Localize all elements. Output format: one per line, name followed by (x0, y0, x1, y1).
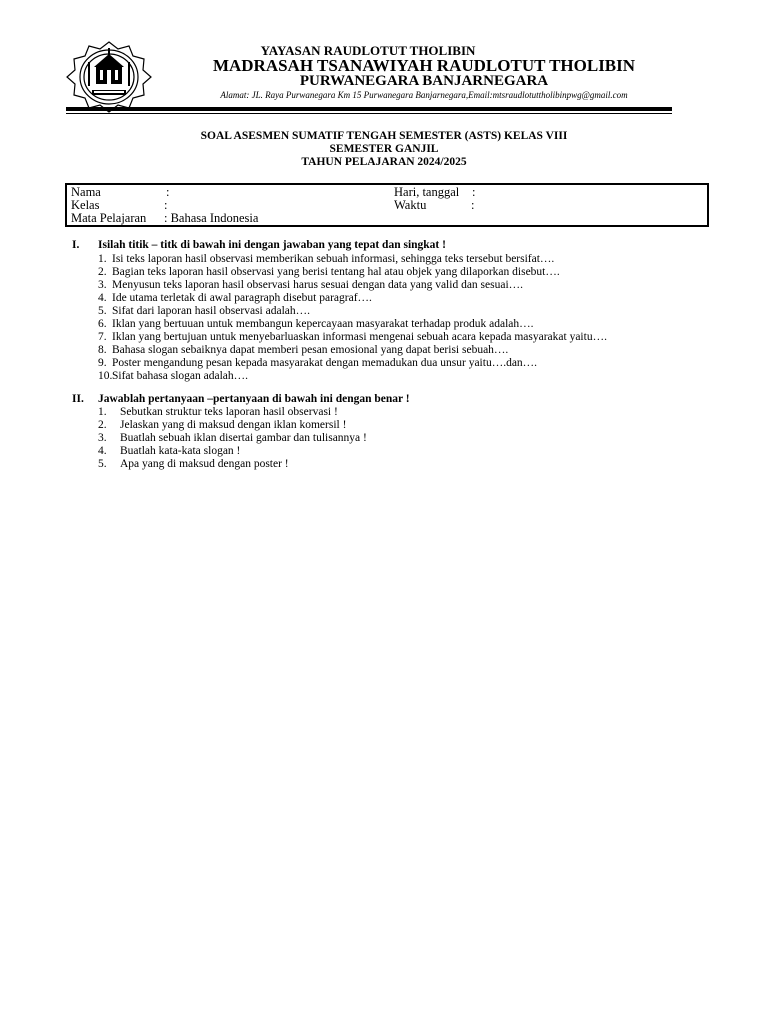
question-text: Apa yang di maksud dengan poster ! (120, 458, 289, 470)
question-text: Iklan yang bertuuan untuk membangun kepercayaan masyarakat terhadap produk adalah…. (112, 318, 534, 330)
question-text: Buatlah sebuah iklan disertai gambar dan tulisannya ! (120, 432, 367, 444)
question-text: Iklan yang bertujuan untuk menyebarluaskan informasi mengenai sebuah acara kepada masyarakat yaitu…. (112, 331, 607, 343)
time-colon: : (471, 198, 475, 212)
name-colon: : (166, 185, 170, 199)
question-text: Bahasa slogan sebaiknya dapat memberi pesan emosional yang dapat berisi sebuah…. (112, 344, 509, 356)
exam-title: SOAL ASESMEN SUMATIF TENGAH SEMESTER (ASTS) KELAS VIII (200, 130, 568, 142)
question-number: 10. (98, 370, 113, 382)
question-text: Sebutkan struktur teks laporan hasil observasi ! (120, 406, 338, 418)
question-text: Sifat dari laporan hasil observasi adalah…. (112, 305, 310, 317)
question-text: Jelaskan yang di maksud dengan iklan komersil ! (120, 419, 347, 431)
question-number: 1. (98, 253, 107, 265)
question-number: 5. (98, 305, 107, 317)
question-text: Ide utama terletak di awal paragraph disebut paragraf…. (112, 292, 372, 304)
question-number: 3. (98, 279, 107, 291)
day-date-label: Hari, tanggal (394, 185, 460, 199)
question-text: Bagian teks laporan hasil observasi yang berisi tentang hal atau objek yang dilaporkan disebut…. (112, 266, 560, 278)
question-number: 2. (98, 419, 107, 431)
question-number: 9. (98, 357, 107, 369)
exam-semester: SEMESTER GANJIL (329, 143, 439, 155)
class-colon: : (164, 198, 168, 212)
question-number: 8. (98, 344, 107, 356)
question-text: Sifat bahasa slogan adalah…. (112, 370, 249, 382)
question-text: Isi teks laporan hasil observasi memberikan sebuah informasi, sehingga teks tersebut bersifat…. (112, 253, 555, 265)
subject-label: Mata Pelajaran (71, 211, 147, 225)
school-address: Alamat: JL. Raya Purwanegara Km 15 Purwanegara Banjarnegara,Email:mtsraudlotuttholibinpwg@gmail.com (220, 90, 628, 100)
section2-number: II. (72, 393, 84, 405)
question-number: 7. (98, 331, 107, 343)
section1-instruction: Isilah titik – titk di bawah ini dengan jawaban yang tepat dan singkat ! (98, 239, 446, 251)
question-number: 6. (98, 318, 107, 330)
question-number: 5. (98, 458, 107, 470)
question-text: Buatlah kata-kata slogan ! (120, 445, 241, 457)
letterhead-rule-thin (66, 113, 672, 114)
question-number: 4. (98, 292, 107, 304)
foundation-name: YAYASAN RAUDLOTUT THOLIBIN (260, 43, 476, 58)
school-name: MADRASAH TSANAWIYAH RAUDLOTUT THOLIBIN (212, 56, 636, 75)
question-number: 4. (98, 445, 107, 457)
question-number: 2. (98, 266, 107, 278)
name-label: Nama (71, 185, 101, 199)
subject-value: : Bahasa Indonesia (164, 211, 259, 225)
student-identity-box (65, 183, 709, 227)
time-label: Waktu (394, 198, 427, 212)
question-text: Menyusun teks laporan hasil observasi harus sesuai dengan data yang valid dan sesuai…. (112, 279, 524, 291)
question-number: 1. (98, 406, 107, 418)
letterhead-rule-thick (66, 107, 672, 111)
school-city: PURWANEGARA BANJARNEGARA (299, 73, 549, 89)
class-label: Kelas (71, 198, 100, 212)
exam-academic-year: TAHUN PELAJARAN 2024/2025 (301, 156, 467, 168)
question-text: Poster mengandung pesan kepada masyarakat dengan memadukan dua unsur yaitu….dan…. (112, 357, 538, 369)
section1-number: I. (72, 239, 80, 251)
section2-instruction: Jawablah pertanyaan –pertanyaan di bawah ini dengan benar ! (98, 393, 410, 405)
day-date-colon: : (472, 185, 476, 199)
question-number: 3. (98, 432, 107, 444)
